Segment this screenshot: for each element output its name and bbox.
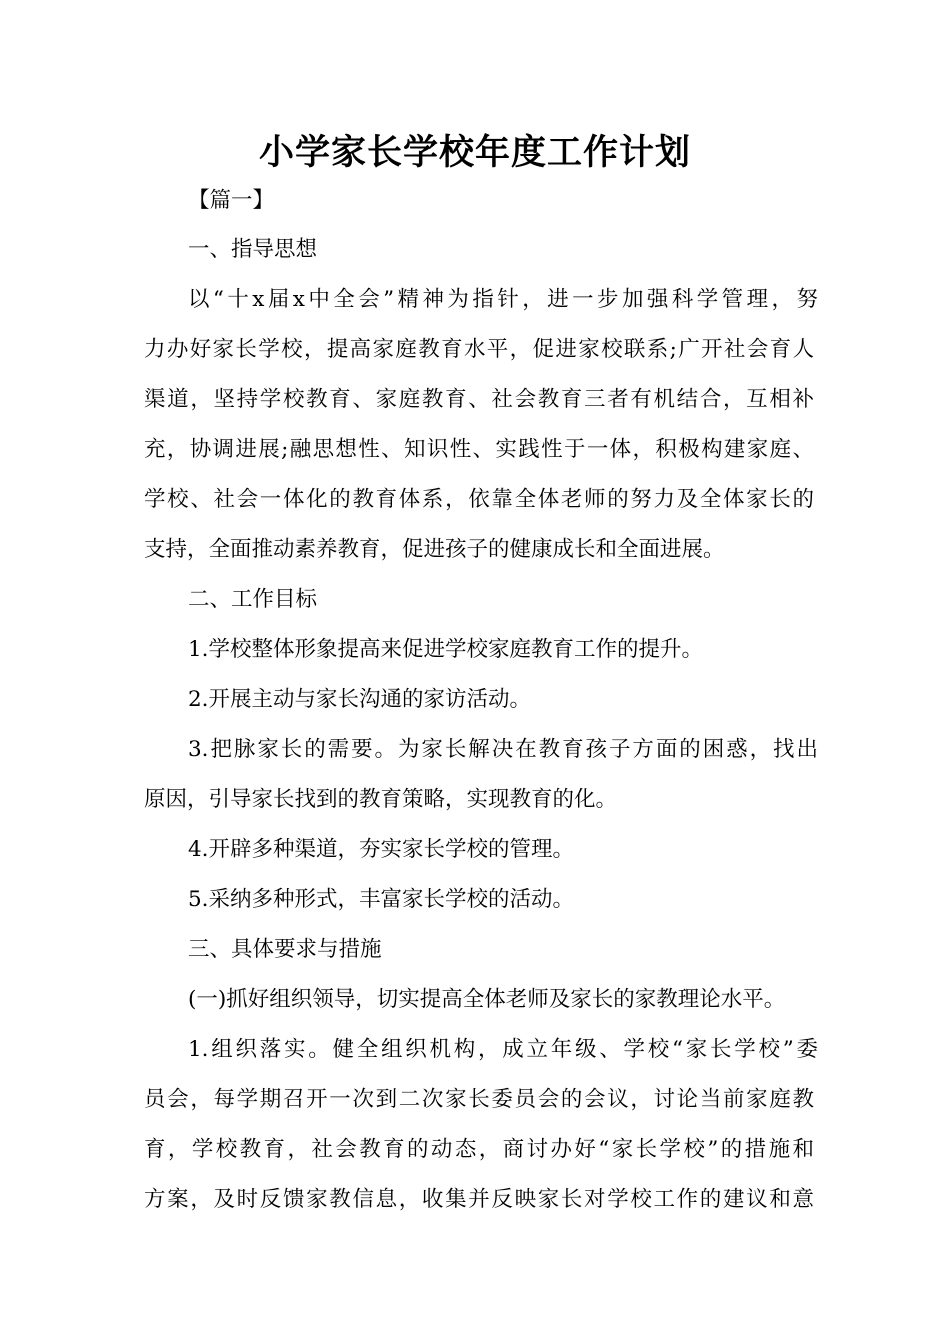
paragraph-line: 育，学校教育，社会教育的动态，商讨办好“家长学校”的措施和 xyxy=(144,1137,814,1162)
section-marker: 【篇一】 xyxy=(188,188,275,213)
list-item: 4.开辟多种渠道，夯实家长学校的管理。 xyxy=(188,837,575,862)
subheading: (一)抓好组织领导，切实提高全体老师及家长的家教理论水平。 xyxy=(188,987,786,1012)
paragraph-line: 方案，及时反馈家教信息，收集并反映家长对学校工作的建议和意 xyxy=(144,1187,814,1212)
paragraph-line: 力办好家长学校，提高家庭教育水平，促进家校联系;广开社会育人 xyxy=(144,337,814,362)
list-item: 1.组织落实。健全组织机构，成立年级、学校“家长学校”委 xyxy=(188,1037,818,1062)
paragraph-line: 员会，每学期召开一次到二次家长委员会的会议，讨论当前家庭教 xyxy=(144,1087,814,1112)
list-item: 2.开展主动与家长沟通的家访活动。 xyxy=(188,687,532,712)
heading-guiding-ideology: 一、指导思想 xyxy=(188,237,318,262)
list-item: 5.采纳多种形式，丰富家长学校的活动。 xyxy=(188,887,575,912)
document-title: 小学家长学校年度工作计划 xyxy=(258,132,691,173)
heading-work-goals: 二、工作目标 xyxy=(188,587,318,612)
paragraph-line: 原因，引导家长找到的教育策略，实现教育的化。 xyxy=(144,787,618,812)
paragraph-line: 渠道，坚持学校教育、家庭教育、社会教育三者有机结合，互相补 xyxy=(144,387,814,412)
heading-requirements-measures: 三、具体要求与措施 xyxy=(188,937,382,962)
paragraph-line: 充，协调进展;融思想性、知识性、实践性于一体，积极构建家庭、 xyxy=(144,437,814,462)
paragraph-line: 学校、社会一体化的教育体系，依靠全体老师的努力及全体家长的 xyxy=(144,487,814,512)
list-item: 3.把脉家长的需要。为家长解决在教育孩子方面的困惑，找出 xyxy=(188,737,818,762)
paragraph-line: 以“十x届x中全会”精神为指针，进一步加强科学管理，努 xyxy=(188,287,818,312)
paragraph-line: 支持，全面推动素养教育，促进孩子的健康成长和全面进展。 xyxy=(144,537,725,562)
list-item: 1.学校整体形象提高来促进学校家庭教育工作的提升。 xyxy=(188,637,704,662)
